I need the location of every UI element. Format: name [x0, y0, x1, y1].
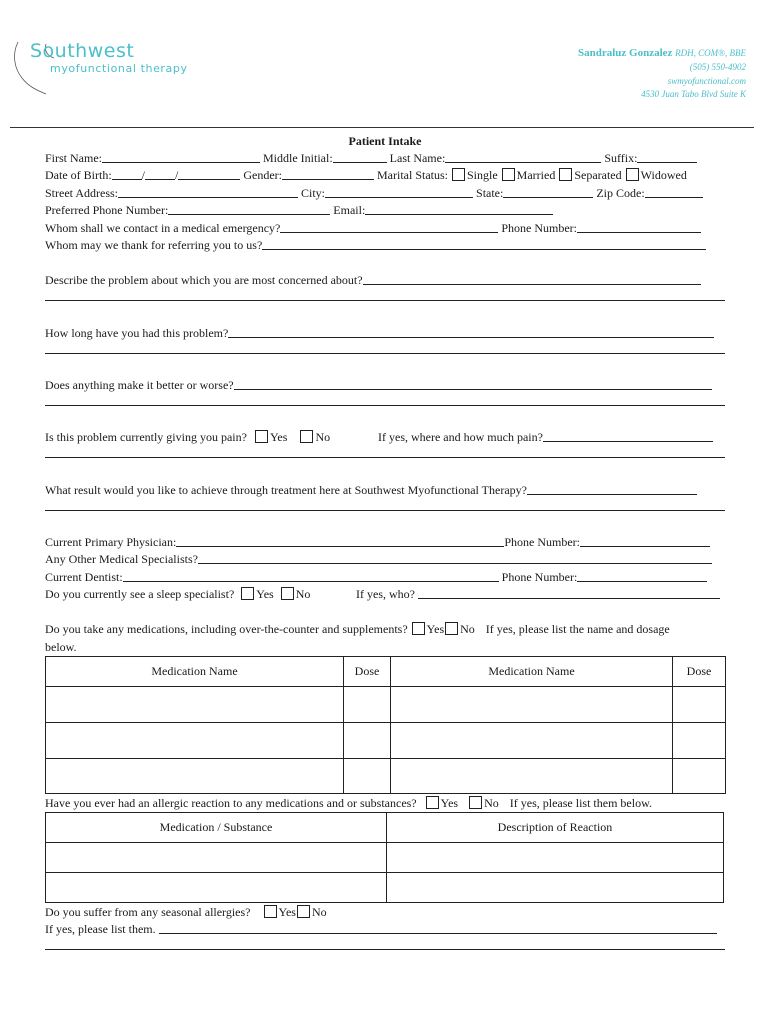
- seasonal-no-label: No: [311, 905, 327, 919]
- dob-day-field[interactable]: [145, 168, 175, 180]
- row-medications: [45, 622, 670, 636]
- seasonal-no-checkbox[interactable]: [297, 905, 310, 918]
- row-dentist: [45, 570, 707, 584]
- dentist-phone-label: Phone Number:: [501, 570, 578, 584]
- pain-where-field[interactable]: [543, 430, 713, 442]
- preferred-phone-label: Preferred Phone Number:: [45, 203, 169, 217]
- meds-yes-label: Yes: [426, 622, 445, 636]
- marital-widowed-checkbox[interactable]: [626, 168, 639, 181]
- referral-label: Whom may we thank for referring you to us?: [45, 238, 263, 252]
- practitioner-name: Sandraluz Gonzalez: [578, 47, 673, 59]
- problem-label: Describe the problem about which you are most concerned about?: [45, 273, 363, 287]
- row-allergy: [45, 796, 652, 810]
- state-field[interactable]: [503, 186, 593, 198]
- problem-field[interactable]: [363, 273, 701, 285]
- table-cell[interactable]: [344, 687, 391, 723]
- better-worse-field[interactable]: [234, 378, 712, 390]
- pain-no-checkbox[interactable]: [300, 430, 313, 443]
- email-field[interactable]: [365, 203, 553, 215]
- gender-label: Gender:: [243, 168, 282, 182]
- row-referral: [45, 238, 706, 252]
- email-label: Email:: [333, 203, 366, 217]
- seasonal-yes-checkbox[interactable]: [264, 905, 277, 918]
- how-long-label: How long have you had this problem?: [45, 326, 229, 340]
- physician-phone-field[interactable]: [580, 535, 710, 547]
- medications-label: Do you take any medications, including over-the-counter and supplements?: [45, 622, 408, 636]
- row-better-worse: [45, 378, 712, 392]
- table-cell[interactable]: [387, 873, 724, 903]
- dob-label: Date of Birth:: [45, 168, 112, 182]
- sleep-who-field[interactable]: [418, 587, 720, 599]
- meds-yes-checkbox[interactable]: [412, 622, 425, 635]
- row-name: [45, 151, 697, 165]
- practitioner-line: [578, 46, 746, 60]
- physician-label: Current Primary Physician:: [45, 535, 177, 549]
- allergy-yes-label: Yes: [440, 796, 459, 810]
- marital-single-checkbox[interactable]: [452, 168, 465, 181]
- row-contact: [45, 203, 553, 217]
- row-result: [45, 483, 697, 497]
- med-header-name-1: Medication Name: [46, 657, 344, 687]
- result-label: What result would you like to achieve through treatment here at Southwest Myofunctional Therapy?: [45, 483, 527, 497]
- table-cell[interactable]: [46, 759, 344, 794]
- suffix-label: Suffix:: [604, 151, 638, 165]
- marital-separated-checkbox[interactable]: [559, 168, 572, 181]
- pain-yes-checkbox[interactable]: [255, 430, 268, 443]
- table-cell[interactable]: [46, 873, 387, 903]
- header-divider: [10, 127, 754, 128]
- allergy-header-substance: Medication / Substance: [46, 813, 387, 843]
- better-worse-field-line-2[interactable]: [45, 394, 725, 406]
- row-emergency: [45, 221, 701, 235]
- emergency-label: Whom shall we contact in a medical emergency?: [45, 221, 281, 235]
- middle-initial-label: Middle Initial:: [263, 151, 333, 165]
- dentist-phone-field[interactable]: [577, 570, 707, 582]
- logo-tagline: myofunctional therapy: [50, 62, 188, 75]
- practitioner-address: 4530 Juan Tabo Blvd Suite K: [641, 89, 746, 99]
- specialists-field[interactable]: [198, 552, 712, 564]
- allergy-yes-checkbox[interactable]: [426, 796, 439, 809]
- result-field[interactable]: [527, 483, 697, 495]
- medications-label-cont: below.: [45, 640, 77, 654]
- table-cell[interactable]: [46, 687, 344, 723]
- emergency-phone-label: Phone Number:: [501, 221, 578, 235]
- zip-label: Zip Code:: [596, 186, 645, 200]
- dentist-field[interactable]: [123, 570, 499, 582]
- sleep-no-label: No: [295, 587, 311, 601]
- preferred-phone-field[interactable]: [168, 203, 330, 215]
- table-cell[interactable]: [673, 723, 726, 759]
- row-sleep-who: [356, 587, 720, 601]
- allergy-list-label: If yes, please list them below.: [509, 796, 652, 810]
- emergency-field[interactable]: [280, 221, 498, 233]
- medications-table: [45, 656, 726, 794]
- dob-year-field[interactable]: [178, 168, 240, 180]
- city-label: City:: [301, 186, 326, 200]
- medications-list-label: If yes, please list the name and dosage: [485, 622, 670, 636]
- marital-married-label: Married: [516, 168, 556, 182]
- table-row: [46, 843, 724, 873]
- allergy-header-reaction: Description of Reaction: [387, 813, 724, 843]
- middle-initial-field[interactable]: [333, 151, 387, 163]
- seasonal-label: Do you suffer from any seasonal allergies?: [45, 905, 251, 919]
- marital-single-label: Single: [467, 168, 498, 182]
- suffix-field[interactable]: [637, 151, 697, 163]
- seasonal-list-field[interactable]: [159, 922, 717, 934]
- sleep-no-checkbox[interactable]: [281, 587, 294, 600]
- how-long-field[interactable]: [228, 326, 714, 338]
- pain-yes-label: Yes: [269, 430, 288, 444]
- row-seasonal: [45, 905, 327, 919]
- dob-month-field[interactable]: [112, 168, 142, 180]
- practitioner-website: swmyofunctional.com: [667, 76, 746, 86]
- table-cell[interactable]: [391, 723, 673, 759]
- dentist-label: Current Dentist:: [45, 570, 123, 584]
- table-cell[interactable]: [46, 843, 387, 873]
- allergy-label: Have you ever had an allergic reaction to any medications and or substances?: [45, 796, 417, 810]
- pain-no-label: No: [315, 430, 331, 444]
- table-cell[interactable]: [391, 759, 673, 794]
- table-cell[interactable]: [46, 723, 344, 759]
- city-field[interactable]: [325, 186, 473, 198]
- street-field[interactable]: [118, 186, 298, 198]
- better-worse-label: Does anything make it better or worse?: [45, 378, 234, 392]
- sleep-yes-label: Yes: [256, 587, 274, 601]
- med-header-name-2: Medication Name: [391, 657, 673, 687]
- table-row: [46, 873, 724, 903]
- row-address: [45, 186, 703, 200]
- table-cell[interactable]: [673, 687, 726, 723]
- row-pain: [45, 430, 330, 444]
- row-sleep: [45, 587, 310, 601]
- row-pain-where: [378, 430, 713, 444]
- gender-field[interactable]: [282, 168, 374, 180]
- table-row: [46, 687, 726, 723]
- med-header-dose-2: Dose: [673, 657, 726, 687]
- allergy-table: [45, 812, 724, 903]
- pain-field-line-2[interactable]: [45, 446, 725, 458]
- row-problem: [45, 273, 701, 287]
- allergy-no-label: No: [484, 796, 499, 810]
- marital-status-label: Marital Status:: [377, 168, 448, 182]
- row-how-long: [45, 326, 714, 340]
- zip-field[interactable]: [645, 186, 703, 198]
- seasonal-list-label: If yes, please list them.: [45, 922, 156, 936]
- table-cell[interactable]: [344, 759, 391, 794]
- table-cell[interactable]: [387, 843, 724, 873]
- physician-field[interactable]: [176, 535, 504, 547]
- referral-field[interactable]: [262, 238, 706, 250]
- row-physician: [45, 535, 710, 549]
- emergency-phone-field[interactable]: [577, 221, 701, 233]
- logo-name: Southwest: [30, 40, 135, 62]
- marital-married-checkbox[interactable]: [502, 168, 515, 181]
- marital-separated-label: Separated: [574, 168, 622, 182]
- allergy-no-checkbox[interactable]: [469, 796, 482, 809]
- last-name-field[interactable]: [445, 151, 601, 163]
- seasonal-field-line-2[interactable]: [45, 938, 725, 950]
- sleep-who-label: If yes, who?: [356, 587, 415, 601]
- table-row: [46, 723, 726, 759]
- practitioner-credentials: RDH, COM®, BBE: [675, 48, 746, 58]
- street-label: Street Address:: [45, 186, 118, 200]
- table-cell[interactable]: [344, 723, 391, 759]
- physician-phone-label: Phone Number:: [504, 535, 580, 549]
- last-name-label: Last Name:: [389, 151, 446, 165]
- sleep-label: Do you currently see a sleep specialist?: [45, 587, 235, 601]
- first-name-field[interactable]: [102, 151, 260, 163]
- first-name-label: First Name:: [45, 151, 102, 165]
- problem-field-line-2[interactable]: [45, 289, 725, 301]
- row-dob: Date of Birth: / / Gender: Marital Status: Single Married Separated Widowed: [45, 168, 687, 182]
- how-long-field-line-2[interactable]: [45, 342, 725, 354]
- table-cell[interactable]: [391, 687, 673, 723]
- seasonal-yes-label: Yes: [278, 905, 296, 919]
- row-specialists: [45, 552, 712, 566]
- meds-no-label: No: [460, 622, 475, 636]
- meds-no-checkbox[interactable]: [445, 622, 458, 635]
- pain-where-label: If yes, where and how much pain?: [378, 430, 543, 444]
- table-row: [46, 759, 726, 794]
- practitioner-phone: (505) 550-4902: [689, 62, 746, 72]
- specialists-label: Any Other Medical Specialists?: [45, 552, 198, 566]
- form-title: Patient Intake: [348, 134, 422, 148]
- sleep-yes-checkbox[interactable]: [241, 587, 254, 600]
- pain-label: Is this problem currently giving you pain?: [45, 430, 247, 444]
- result-field-line-2[interactable]: [45, 499, 725, 511]
- row-seasonal-list: [45, 922, 717, 936]
- marital-widowed-label: Widowed: [640, 168, 687, 182]
- table-cell[interactable]: [673, 759, 726, 794]
- med-header-dose-1: Dose: [344, 657, 391, 687]
- state-label: State:: [476, 186, 504, 200]
